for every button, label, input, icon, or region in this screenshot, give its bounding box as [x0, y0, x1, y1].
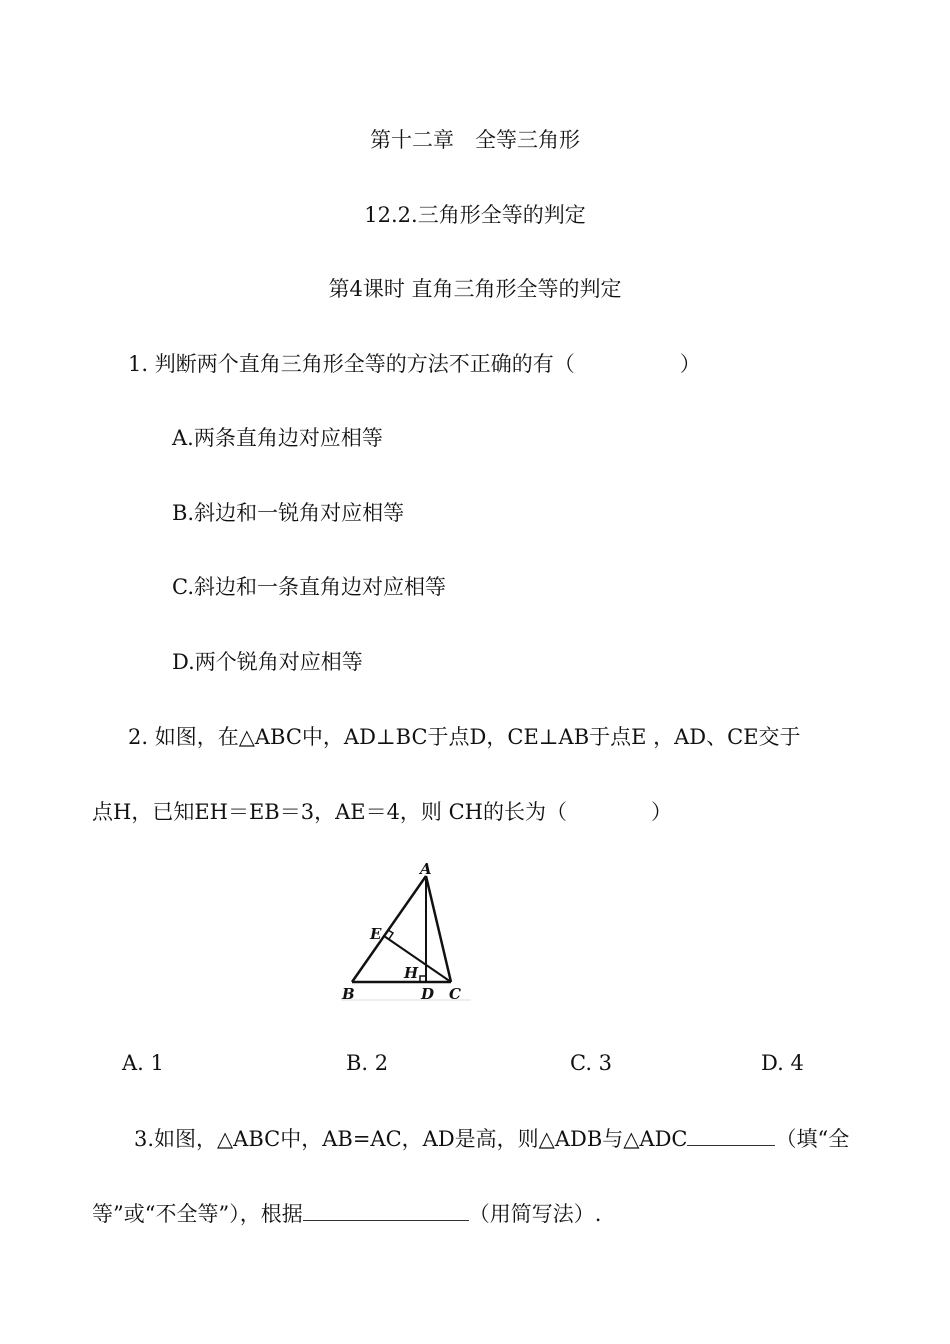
answer-blank-congruence[interactable] — [687, 1125, 775, 1146]
label-a: A — [420, 860, 432, 878]
question-1-option-b: B.斜边和一锐角对应相等 — [172, 501, 405, 525]
question-1-stem: 1. 判断两个直角三角形全等的方法不正确的有（ ） — [128, 352, 701, 376]
question-3-text-1b: （填“全 — [775, 1127, 850, 1151]
label-e: E — [370, 925, 382, 943]
label-h: H — [404, 964, 419, 982]
question-2-line-2: 点H，已知EH＝EB＝3，AE＝4，则 CH的长为（ ） — [92, 800, 672, 824]
question-3-text-2b: （用简写法）. — [468, 1202, 602, 1226]
question-1-option-c: C.斜边和一条直角边对应相等 — [172, 575, 446, 599]
question-2-option-b: B. 2 — [346, 1051, 389, 1075]
segment-ac — [426, 876, 451, 982]
triangle-figure — [335, 858, 480, 1008]
question-2-option-c: C. 3 — [570, 1051, 613, 1075]
lesson-title: 第4课时 直角三角形全等的判定 — [328, 277, 622, 301]
question-3-line-1 — [134, 1125, 849, 1152]
question-3-line-2 — [92, 1200, 601, 1227]
question-3-text-2a: 等”或“不全等”），根据 — [92, 1202, 303, 1226]
question-1-option-d: D.两个锐角对应相等 — [172, 650, 363, 674]
answer-blank-reason[interactable] — [303, 1200, 469, 1221]
section-title: 12.2.三角形全等的判定 — [364, 203, 586, 227]
label-d: D — [421, 985, 435, 1003]
question-1-option-a: A.两条直角边对应相等 — [172, 426, 383, 450]
label-b: B — [342, 985, 355, 1003]
label-c: C — [449, 985, 461, 1003]
chapter-title: 第十二章 全等三角形 — [370, 128, 580, 152]
question-2-option-a: A. 1 — [122, 1051, 164, 1075]
question-2-line-1: 2. 如图，在△ABC中，AD⊥BC于点D，CE⊥AB于点E ，AD、CE交于 — [128, 725, 801, 749]
question-2-option-d: D. 4 — [761, 1051, 804, 1075]
question-3-text-1a: 3.如图，△ABC中，AB=AC，AD是高，则△ADB与△ADC — [134, 1127, 688, 1151]
